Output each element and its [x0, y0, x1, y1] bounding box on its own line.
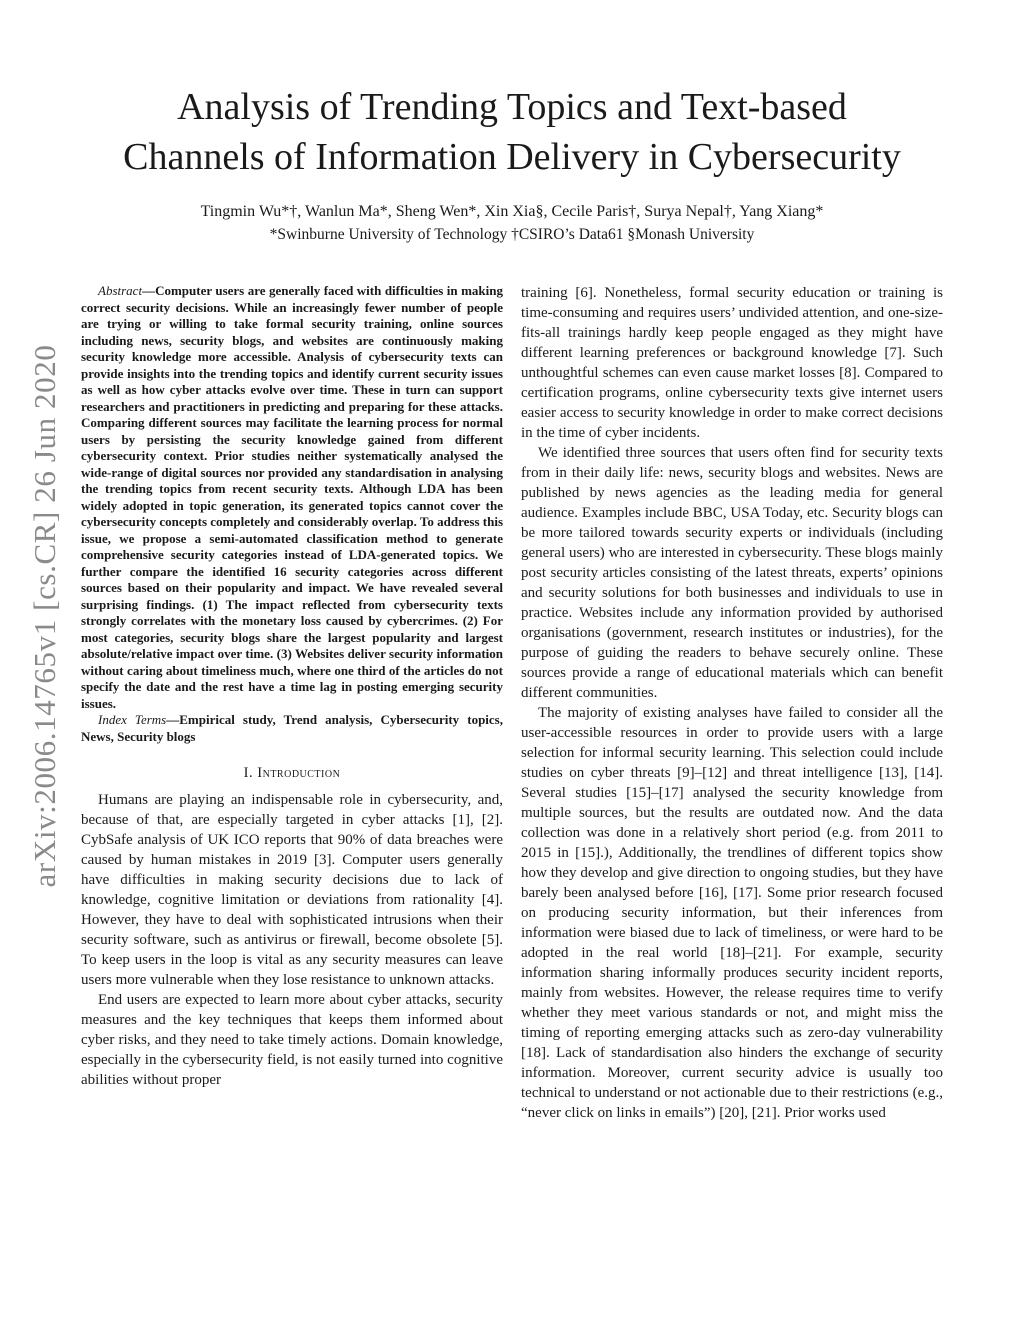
author-list: Tingmin Wu*†, Wanlun Ma*, Sheng Wen*, Xin Xia§, Cecile Paris†, Surya Nepal†, Yang Xiang* — [200, 203, 824, 220]
index-terms-label: Index Terms — [98, 712, 167, 727]
right-paragraph-3: The majority of existing analyses have failed to consider all the user-accessible resources in order to provide users with a large selection for informal security learning. This selection could include studies on cyber threats [9]–[12] and threat intelligence [13], [14]. Several studies [15]–[17] analysed the security knowledge from multiple sources, but the results are outdated now. And the data collection was done in a relatively short period (e.g. from 2011 to 2015 in [15].), Additionally, the trendlines of different topics show how they develop and give direction to ongoing studies, but they have barely been analysed before [16], [17]. Some prior research focused on producing security information, but their inferences from information were biased due to lack of timeliness, or were hard to be adopted in the real world [18]–[21]. For example, security information sharing informally produces security incident reports, mainly from websites. However, the release requires time to verify whether they meet various standards or not, and might miss the timing of reporting emerging attacks such as zero-day vulnerability [18]. Lack of standardisation also hinders the exchange of security information. Moreover, current security advice is usually too technical to understand or not actionable due to their restrictions (e.g., “never click on links in emails”) [20], [21]. Prior works used — [521, 705, 943, 1121]
left-column — [81, 283, 503, 1090]
index-terms — [81, 712, 503, 745]
section-number: I. — [243, 765, 258, 781]
paper-title — [60, 82, 964, 182]
intro-paragraph-1: Humans are playing an indispensable role in cybersecurity, and, because of that, are especially targeted in cyber attacks [1], [2]. CybSafe analysis of UK ICO reports that 90% of data breaches were caused by human mistakes in 2019 [3]. Computer users generally have difficulties in making security decisions due to lack of knowledge, cognitive limitation or deviations from rationality [4]. However, they have to deal with sophisticated intrusions when their security software, such as antivirus or firewall, become obsolete [5]. To keep users in the loop is vital as any security measures can leave users more vulnerable when they lose resistance to unknown attacks. — [81, 792, 503, 988]
abstract — [81, 283, 503, 712]
section-title: Introduction — [257, 765, 341, 781]
section-heading-introduction — [81, 765, 503, 782]
title-line-2: Channels of Information Delivery in Cybersecurity — [123, 136, 901, 178]
title-line-1: Analysis of Trending Topics and Text-based — [177, 86, 847, 128]
index-terms-text: —Empirical study, Trend analysis, Cybersecurity topics, News, Security blogs — [81, 712, 503, 744]
arxiv-identifier: arXiv:2006.14765v1 [cs.CR] 26 Jun 2020 — [27, 344, 62, 888]
arxiv-watermark — [27, 326, 63, 906]
right-column — [521, 283, 943, 1123]
affiliations: *Swinburne University of Technology †CSIRO’s Data61 §Monash University — [269, 226, 755, 243]
intro-paragraph-2: End users are expected to learn more about cyber attacks, security measures and the key techniques that keeps them informed about cyber risks, and they need to take timely actions. Domain knowledge, especially in the cybersecurity field, is not easily turned into cognitive abilities without proper — [81, 992, 503, 1088]
right-paragraph-1: training [6]. Nonetheless, formal security education or training is time-consuming and requires users’ undivided attention, and one-size-fits-all trainings hardly keep people engaged as they might have different learning preferences or background knowledge [7]. Such unthoughtful schemes can even cause market losses [8]. Compared to certification programs, online cybersecurity texts give internet users easier access to security knowledge in order to make correct decisions in the time of cyber incidents. — [521, 285, 943, 441]
abstract-label: Abstract — [98, 283, 143, 298]
right-paragraph-2: We identified three sources that users often find for security texts from in their daily life: news, security blogs and websites. News are published by news agencies as the leading media for general audience. Examples include BBC, USA Today, etc. Security blogs can be more tailored towards security experts or individuals (including general users) who are interested in cybersecurity. These blogs mainly post security articles consisting of the latest threats, experts’ opinions and security solutions for both businesses and individuals to use in practice. Websites include any information provided by authorised organisations (government, research institutes or industries), for the purpose of guiding the readers to behave securely online. These sources provide a range of educational materials which can benefit different communities. — [521, 445, 943, 701]
abstract-text: —Computer users are generally faced with difficulties in making correct security decisions. While an increasingly fewer number of people are trying or willing to take formal security training, online sources including news, security blogs, and websites are continuously making security knowledge more accessible. Analysis of cybersecurity texts can provide insights into the trending topics and identify current security issues as well as how cyber attacks evolve over time. These in turn can support researchers and practitioners in predicting and preparing for these attacks. Comparing different sources may facilitate the learning process for normal users by persisting the security knowledge gained from different cybersecurity context. Prior studies neither systematically analysed the wide-range of digital sources nor provided any standardisation in analysing the trending topics from recent security texts. Although LDA has been widely adopted in topic generation, its generated topics cannot cover the cybersecurity concepts completely and considerably overlap. To address this issue, we propose a semi-automated classification method to generate comprehensive security categories instead of LDA-generated topics. We further compare the identified 16 security categories across different sources based on their popularity and impact. We have revealed several surprising findings. (1) The impact reflected from cybersecurity texts strongly correlates with the monetary loss caused by cybercrimes. (2) For most categories, security blogs share the largest popularity and largest absolute/relative impact over time. (3) Websites deliver security information without caring about timeliness much, where one third of the articles do not specify the date and the rest have a time lag in posting emerging security issues. — [81, 283, 503, 711]
